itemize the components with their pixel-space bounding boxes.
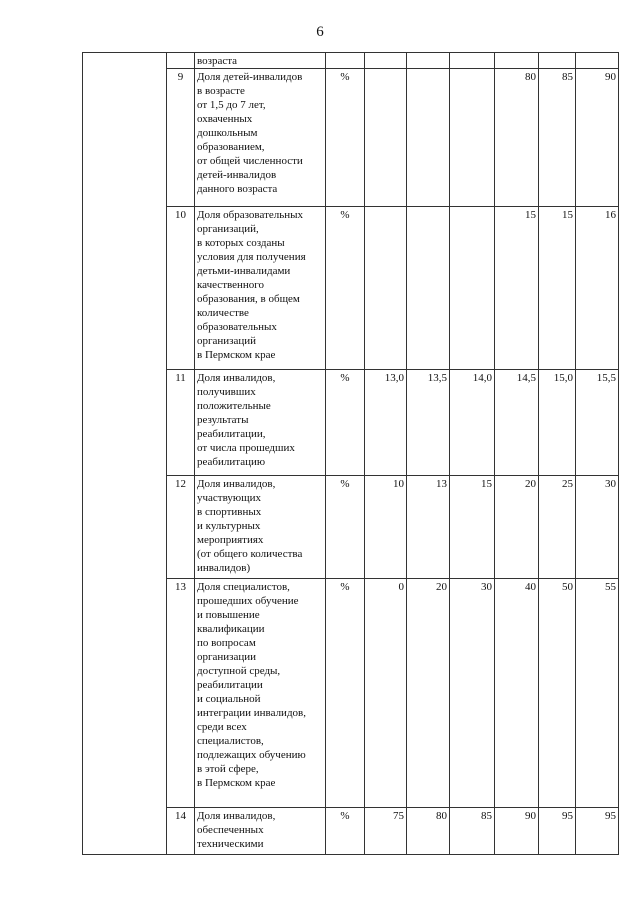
indicator-table bbox=[82, 52, 619, 855]
unit-cell: % bbox=[326, 476, 365, 579]
indicator-name: Доля инвалидов, участвующих в спортивных и культурных мероприятиях (от общего количества инвалидов) bbox=[195, 476, 326, 579]
value-cell: 50 bbox=[539, 579, 576, 808]
value-cell: 0 bbox=[365, 579, 407, 808]
value-cell: 15 bbox=[450, 476, 495, 579]
row-number: 12 bbox=[167, 476, 195, 579]
value-cell bbox=[450, 69, 495, 207]
page-number: 6 bbox=[316, 24, 324, 40]
value-cell: 15,5 bbox=[576, 370, 619, 476]
unit-cell: % bbox=[326, 207, 365, 370]
table-row bbox=[83, 53, 619, 69]
value-cell: 16 bbox=[576, 207, 619, 370]
value-cell: 90 bbox=[495, 808, 539, 855]
indicator-name: Доля специалистов, прошедших обучение и повышение квалификации по вопросам организации доступной среды, реабилитации и социальной интеграции инвалидов, среди всех специалистов, подлежащих обучению в этой сфере, в Пермском крае bbox=[195, 579, 326, 808]
value-cell: 80 bbox=[495, 69, 539, 207]
value-cell: 75 bbox=[365, 808, 407, 855]
value-cell: 95 bbox=[539, 808, 576, 855]
value-cell: 85 bbox=[450, 808, 495, 855]
value-cell: 40 bbox=[495, 579, 539, 808]
value-cell: 13,5 bbox=[407, 370, 450, 476]
left-margin-cell bbox=[83, 53, 167, 855]
unit-cell: % bbox=[326, 370, 365, 476]
value-cell: 95 bbox=[576, 808, 619, 855]
value-cell: 14,5 bbox=[495, 370, 539, 476]
value-cell: 25 bbox=[539, 476, 576, 579]
value-cell bbox=[407, 69, 450, 207]
value-cell: 20 bbox=[495, 476, 539, 579]
value-cell: 90 bbox=[576, 69, 619, 207]
value-cell: 30 bbox=[576, 476, 619, 579]
value-cell: 10 bbox=[365, 476, 407, 579]
value-cell bbox=[365, 207, 407, 370]
row-number bbox=[167, 53, 195, 69]
value-cell bbox=[495, 53, 539, 69]
row-number: 13 bbox=[167, 579, 195, 808]
indicator-name: Доля инвалидов, обеспеченных техническими bbox=[195, 808, 326, 855]
value-cell: 14,0 bbox=[450, 370, 495, 476]
value-cell bbox=[365, 53, 407, 69]
row-number: 11 bbox=[167, 370, 195, 476]
indicator-name: возраста bbox=[195, 53, 326, 69]
value-cell bbox=[450, 53, 495, 69]
unit-cell bbox=[326, 53, 365, 69]
value-cell: 55 bbox=[576, 579, 619, 808]
value-cell: 15 bbox=[539, 207, 576, 370]
value-cell bbox=[576, 53, 619, 69]
indicator-name: Доля образовательных организаций, в которых созданы условия для получения детьми-инвалидами качественного образования, в общем количестве образовательных организаций в Пермском крае bbox=[195, 207, 326, 370]
indicator-name: Доля детей-инвалидов в возрасте от 1,5 до 7 лет, охваченных дошкольным образованием, от общей численности детей-инвалидов данного возраста bbox=[195, 69, 326, 207]
value-cell bbox=[407, 207, 450, 370]
value-cell: 15,0 bbox=[539, 370, 576, 476]
unit-cell: % bbox=[326, 69, 365, 207]
indicator-name: Доля инвалидов, получивших положительные результаты реабилитации, от числа прошедших реабилитацию bbox=[195, 370, 326, 476]
value-cell bbox=[407, 53, 450, 69]
value-cell: 13 bbox=[407, 476, 450, 579]
row-number: 9 bbox=[167, 69, 195, 207]
unit-cell: % bbox=[326, 579, 365, 808]
value-cell: 30 bbox=[450, 579, 495, 808]
row-number: 10 bbox=[167, 207, 195, 370]
value-cell bbox=[539, 53, 576, 69]
value-cell: 15 bbox=[495, 207, 539, 370]
value-cell bbox=[365, 69, 407, 207]
value-cell: 85 bbox=[539, 69, 576, 207]
row-number: 14 bbox=[167, 808, 195, 855]
value-cell: 80 bbox=[407, 808, 450, 855]
value-cell bbox=[450, 207, 495, 370]
value-cell: 20 bbox=[407, 579, 450, 808]
value-cell: 13,0 bbox=[365, 370, 407, 476]
unit-cell: % bbox=[326, 808, 365, 855]
